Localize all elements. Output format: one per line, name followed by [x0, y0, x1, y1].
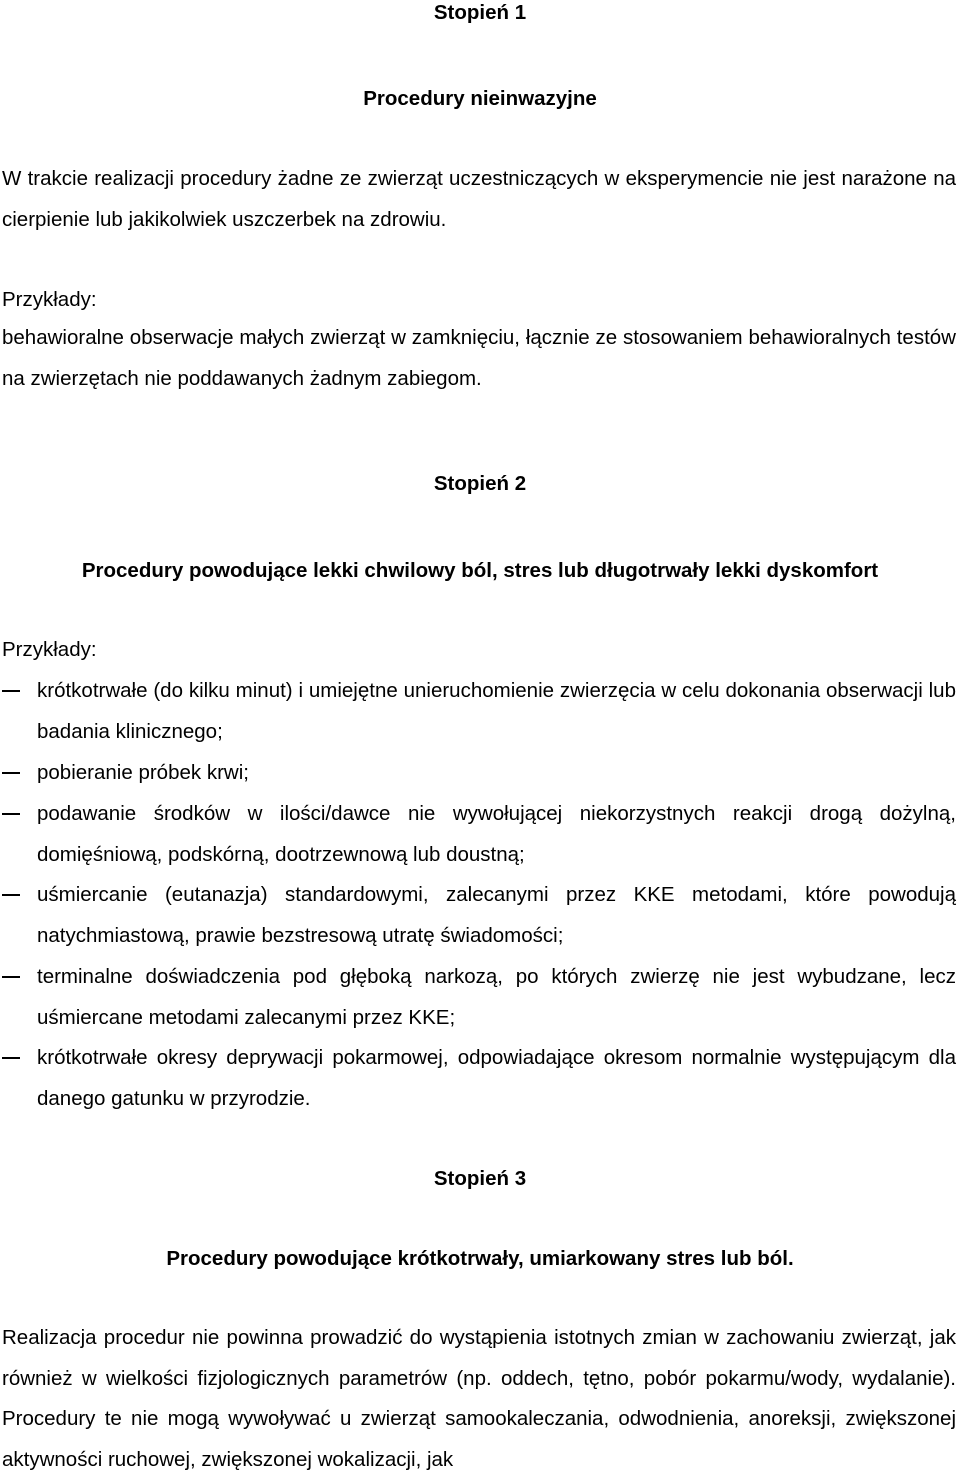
section1-examples-text: behawioralne obserwacje małych zwierząt w zamknięciu, łącznie ze stosowaniem behawioralnych testów na zwierzętach nie poddawanych żadnym zabiegom. — [2, 326, 956, 390]
dash-bullet — [2, 1057, 20, 1059]
section2-subtitle: Procedury powodujące lekki chwilowy ból, stres lub długotrwały lekki dyskomfort — [81, 559, 879, 582]
section1-title: Stopień 1 — [433, 1, 527, 24]
section2-examples-label: Przykłady: — [2, 638, 97, 661]
section1-examples-label: Przykłady: — [2, 288, 97, 311]
list-item-text: uśmiercanie (eutanazja) standardowymi, zalecanymi przez KKE metodami, które powodują natychmiastową, prawie bezstresową utratę świadomości; — [37, 883, 956, 947]
section1-paragraph: W trakcie realizacji procedury żadne ze zwierząt uczestniczących w eksperymencie nie jest narażone na cierpienie lub jakikolwiek uszczerbek na zdrowiu. — [2, 167, 956, 231]
dash-bullet — [2, 976, 20, 978]
dash-bullet — [2, 813, 20, 815]
dash-bullet — [2, 690, 20, 692]
dash-bullet — [2, 894, 20, 896]
list-item-text: krótkotrwałe (do kilku minut) i umiejętne unieruchomienie zwierzęcia w celu dokonania obserwacji lub badania klinicznego; — [37, 679, 956, 743]
section3-subtitle: Procedury powodujące krótkotrwały, umiarkowany stres lub ból. — [166, 1247, 794, 1270]
section2-title: Stopień 2 — [433, 472, 527, 495]
section3-paragraph: Realizacja procedur nie powinna prowadzić do wystąpienia istotnych zmian w zachowaniu zwierząt, jak również w wielkości fizjologicznych parametrów (np. oddech, tętno, pobór pokarmu/wody, wydalanie). Procedury te nie mogą wywoływać u zwierząt samookaleczania, odwodnienia, anoreksji, zwiększonej aktywności ruchowej, zwiększonej wokalizacji, jak — [2, 1326, 956, 1471]
list-item-text: terminalne doświadczenia pod głęboką narkozą, po których zwierzę nie jest wybudzane, lecz uśmiercane metodami zalecanymi przez KKE; — [37, 965, 956, 1029]
section1-subtitle: Procedury nieinwazyjne — [363, 87, 597, 110]
list-item-text: krótkotrwałe okresy deprywacji pokarmowej, odpowiadające okresom normalnie występującym dla danego gatunku w przyrodzie. — [37, 1046, 956, 1110]
list-item-text: pobieranie próbek krwi; — [37, 761, 249, 784]
dash-bullet — [2, 772, 20, 774]
section3-title: Stopień 3 — [433, 1167, 527, 1190]
list-item-text: podawanie środków w ilości/dawce nie wywołującej niekorzystnych reakcji drogą dożylną, domięśniową, podskórną, dootrzewnową lub doustną; — [37, 802, 956, 866]
